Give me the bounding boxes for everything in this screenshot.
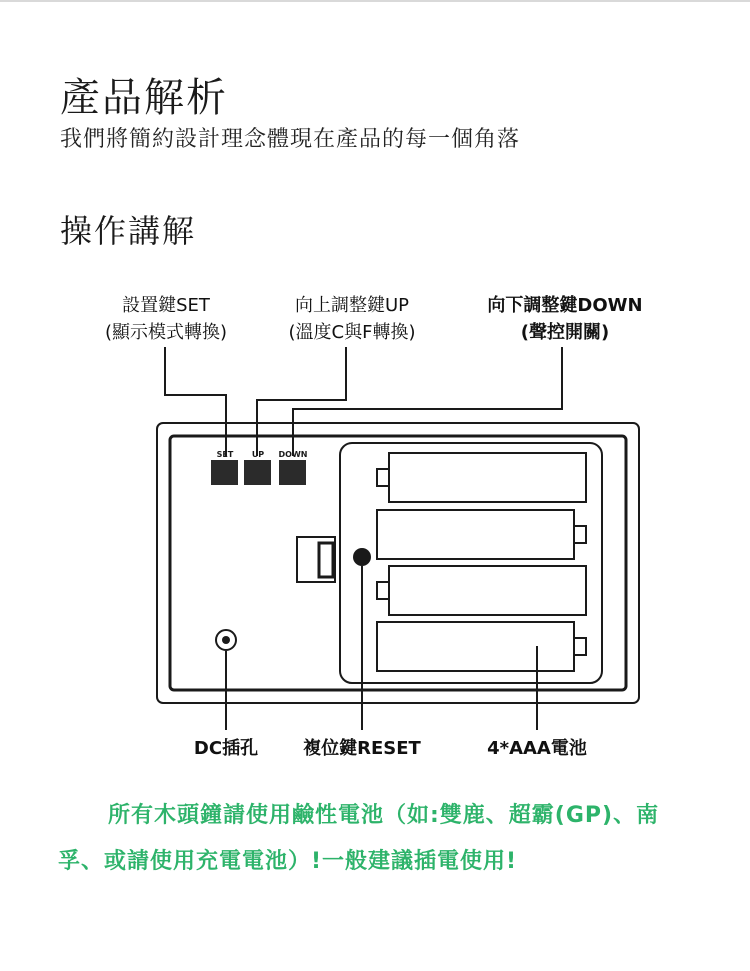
- set-button-graphic: [211, 460, 238, 485]
- leader-up: [257, 347, 346, 456]
- callout-battery: 4*AAA電池: [487, 738, 587, 759]
- battery-1: [389, 453, 586, 502]
- up-button-graphic: [244, 460, 271, 485]
- callout-down-name: 向下調整鍵DOWN: [487, 295, 643, 316]
- dc-jack-center: [222, 636, 230, 644]
- callout-reset: 複位鍵RESET: [303, 738, 421, 759]
- section-subtitle: 我們將簡約設計理念體現在產品的每一個角落: [60, 127, 521, 152]
- battery-4: [377, 622, 574, 671]
- reset-button-graphic: [353, 548, 371, 566]
- button-label-up: UP: [251, 450, 265, 459]
- leader-down: [293, 347, 562, 456]
- callout-down-desc: (聲控開關): [520, 322, 610, 343]
- section-title-operation: 操作講解: [60, 212, 197, 250]
- button-label-set: SET: [216, 450, 234, 459]
- battery-4-terminal: [574, 638, 586, 655]
- leader-set: [165, 347, 226, 456]
- compartment-latch-inner: [319, 543, 333, 577]
- callout-set-desc: (顯示模式轉換): [104, 322, 228, 343]
- callout-set-name: 設置鍵SET: [122, 295, 210, 316]
- device-inner-frame: [170, 436, 626, 690]
- battery-note-line2: 孚、或請使用充電電池）!一般建議插電使用!: [58, 849, 518, 874]
- battery-2-terminal: [574, 526, 586, 543]
- section-title-product: 產品解析: [60, 75, 228, 121]
- callout-dc-jack: DC插孔: [193, 738, 259, 759]
- button-label-down: DOWN: [278, 450, 308, 459]
- battery-3-terminal: [377, 582, 389, 599]
- battery-compartment: [340, 443, 602, 683]
- battery-1-terminal: [377, 469, 389, 486]
- battery-2: [377, 510, 574, 559]
- callout-up-desc: (溫度C與F轉換): [288, 322, 416, 343]
- callout-up-name: 向上調整鍵UP: [294, 295, 410, 316]
- battery-note-line1: 所有木頭鐘請使用鹼性電池（如:雙鹿、超霸(GP)、南: [108, 803, 660, 828]
- down-button-graphic: [279, 460, 306, 485]
- battery-3: [389, 566, 586, 615]
